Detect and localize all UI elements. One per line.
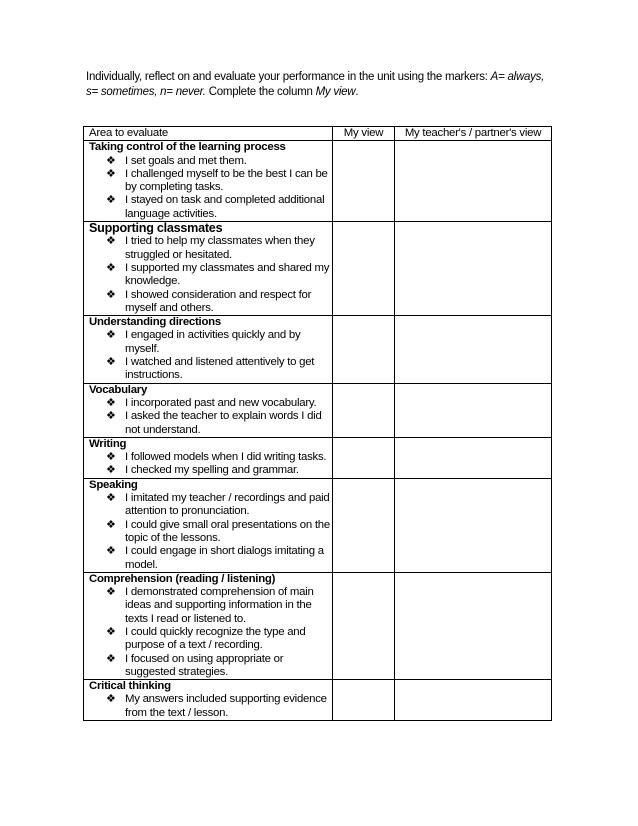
table-row [84, 316, 552, 383]
area-cell [84, 141, 333, 222]
criterion-text: I supported my classmates and shared my knowledge. [125, 261, 330, 288]
criterion-text: I could quickly recognize the type and purpose of a text / recording. [125, 625, 306, 652]
section-title: Writing [89, 437, 127, 450]
diamond-bullet-icon: ❖ [106, 194, 116, 207]
list-item [89, 693, 332, 720]
criterion-text: I challenged myself to be the best I can be by completing tasks. [125, 167, 328, 194]
instructions-markers: s= sometimes, n= never. [86, 86, 206, 98]
my-view-cell[interactable] [333, 383, 395, 437]
section-title: Vocabulary [89, 383, 148, 396]
list-item [89, 492, 332, 519]
diamond-bullet-icon: ❖ [106, 518, 116, 531]
section-title: Supporting classmates [89, 221, 223, 236]
criterion-text: I stayed on task and completed additional language activities. [125, 194, 325, 220]
instructions [86, 70, 556, 100]
diamond-bullet-icon: ❖ [106, 396, 116, 409]
criterion-text: My answers included supporting evidence from the text / lesson. [125, 693, 327, 719]
criteria-list [89, 586, 332, 679]
criteria-list [89, 492, 332, 572]
criterion-text: I could engage in short dialogs imitating a model. [125, 545, 324, 571]
teacher-view-cell[interactable] [395, 680, 552, 721]
table-row [84, 572, 552, 679]
list-item [89, 626, 332, 653]
criterion-text: I watched and listened attentively to get instructions. [125, 356, 315, 382]
table-header-row [84, 127, 552, 141]
criterion-text: I imitated my teacher / recordings and paid attention to pronunciation. [125, 492, 330, 518]
table-row [84, 478, 552, 572]
diamond-bullet-icon: ❖ [106, 625, 116, 638]
list-item [89, 545, 332, 572]
table-row [84, 680, 552, 721]
area-cell [84, 383, 333, 437]
diamond-bullet-icon: ❖ [106, 410, 116, 423]
diamond-bullet-icon: ❖ [106, 451, 116, 464]
table-row [84, 383, 552, 437]
diamond-bullet-icon: ❖ [106, 586, 116, 599]
teacher-view-cell[interactable] [395, 437, 552, 478]
section-title: Taking control of the learning process [89, 141, 286, 154]
list-item [89, 451, 332, 464]
area-cell [84, 478, 333, 572]
section-title: Understanding directions [89, 316, 221, 329]
diamond-bullet-icon: ❖ [106, 167, 116, 180]
table-body [84, 141, 552, 721]
my-view-cell[interactable] [333, 478, 395, 572]
instructions-text: Individually, reflect on and evaluate your performance in the unit using the markers: [86, 71, 491, 83]
area-cell [84, 437, 333, 478]
instructions-text: Complete the column [205, 86, 316, 98]
instructions-period: . [355, 86, 359, 98]
my-view-cell[interactable] [333, 437, 395, 478]
criterion-text: I followed models when I did writing tasks. [125, 451, 327, 464]
criterion-text: I asked the teacher to explain words I did not understand. [125, 410, 322, 436]
header-teacher-view: My teacher's / partner's view [395, 127, 552, 141]
diamond-bullet-icon: ❖ [106, 261, 116, 274]
list-item [89, 519, 332, 546]
criterion-text: I showed consideration and respect for myself and others. [125, 288, 312, 314]
diamond-bullet-icon: ❖ [106, 154, 116, 167]
criterion-text: I focused on using appropriate or suggested strategies. [125, 652, 284, 678]
instructions-marker-always: A= always, [490, 71, 545, 83]
my-view-cell[interactable] [333, 316, 395, 383]
instructions-line-1 [86, 70, 556, 85]
my-view-cell[interactable] [333, 680, 395, 721]
teacher-view-cell[interactable] [395, 383, 552, 437]
diamond-bullet-icon: ❖ [106, 329, 116, 342]
list-item [89, 653, 332, 680]
section-title: Critical thinking [89, 680, 171, 693]
teacher-view-cell[interactable] [395, 141, 552, 222]
header-my-view: My view [333, 127, 395, 141]
list-item [89, 410, 332, 437]
diamond-bullet-icon: ❖ [106, 652, 116, 665]
area-cell [84, 222, 333, 316]
table-row [84, 141, 552, 222]
my-view-cell[interactable] [333, 141, 395, 222]
diamond-bullet-icon: ❖ [106, 288, 116, 301]
diamond-bullet-icon: ❖ [106, 356, 116, 369]
table-row [84, 437, 552, 478]
list-item [89, 168, 332, 195]
diamond-bullet-icon: ❖ [106, 235, 116, 248]
criteria-list [89, 693, 332, 720]
criterion-text: I set goals and met them. [125, 154, 247, 167]
criterion-text: I checked my spelling and grammar. [125, 464, 299, 477]
list-item [89, 397, 332, 410]
criterion-text: I could give small oral presentations on the topic of the lessons. [125, 518, 330, 544]
header-area: Area to evaluate [84, 127, 333, 141]
diamond-bullet-icon: ❖ [106, 693, 116, 706]
diamond-bullet-icon: ❖ [106, 492, 116, 505]
criteria-list [89, 397, 332, 437]
criterion-text: I incorporated past and new vocabulary. [125, 396, 317, 409]
self-evaluation-table [83, 126, 552, 721]
list-item [89, 329, 332, 356]
criteria-list [89, 329, 332, 382]
list-item [89, 586, 332, 626]
section-title: Speaking [89, 478, 138, 491]
area-cell [84, 572, 333, 679]
criteria-list [89, 155, 332, 221]
teacher-view-cell[interactable] [395, 572, 552, 679]
list-item [89, 464, 332, 477]
criterion-text: I demonstrated comprehension of main ideas and supporting information in the texts I read or listened to. [125, 586, 314, 625]
table-row [84, 222, 552, 316]
list-item [89, 262, 332, 289]
list-item [89, 194, 332, 221]
criteria-list [89, 235, 332, 315]
area-cell [84, 680, 333, 721]
list-item [89, 289, 332, 316]
list-item [89, 235, 332, 262]
diamond-bullet-icon: ❖ [106, 464, 116, 477]
section-title: Comprehension (reading / listening) [89, 572, 276, 585]
teacher-view-cell[interactable] [395, 478, 552, 572]
area-cell [84, 316, 333, 383]
teacher-view-cell[interactable] [395, 222, 552, 316]
list-item [89, 356, 332, 383]
criterion-text: I tried to help my classmates when they struggled or hesitated. [125, 235, 315, 261]
my-view-cell[interactable] [333, 572, 395, 679]
criteria-list [89, 451, 332, 478]
teacher-view-cell[interactable] [395, 316, 552, 383]
list-item [89, 155, 332, 168]
diamond-bullet-icon: ❖ [106, 545, 116, 558]
criterion-text: I engaged in activities quickly and by myself. [125, 329, 301, 355]
instructions-line-2 [86, 85, 556, 100]
instructions-column-name: My view [315, 86, 356, 98]
my-view-cell[interactable] [333, 222, 395, 316]
